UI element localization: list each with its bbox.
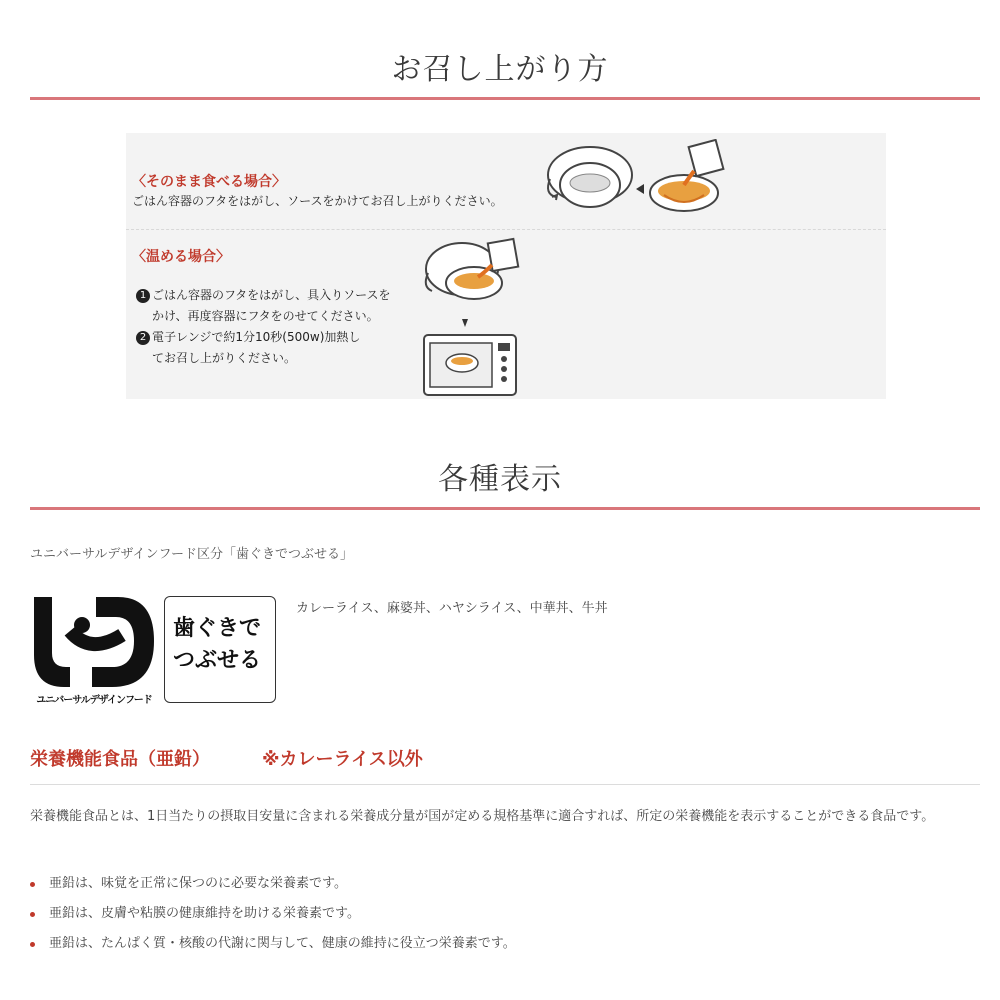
- step-2-number: 2: [136, 331, 150, 345]
- step-1-line-1: 1 ごはん容器のフタをはがし、具入りソースを: [136, 285, 391, 306]
- instructions-panel: [126, 133, 886, 399]
- microwave-icon: [424, 335, 516, 395]
- list-item: 亜鉛は、味覚を正常に保つのに必要な栄養素です。: [30, 869, 516, 899]
- step-1-number: 1: [136, 289, 150, 303]
- bullet-dot-icon: [30, 942, 35, 947]
- sauce-pour-icon: [650, 140, 723, 211]
- section-title-how-to-eat: お召し上がり方: [391, 52, 609, 87]
- zinc-benefits-list: [30, 869, 516, 959]
- ud-logo-icon: [30, 595, 158, 691]
- list-item: 亜鉛は、たんぱく質・核酸の代謝に関与して、健康の維持に役立つ栄養素です。: [30, 929, 516, 959]
- thin-divider: [30, 784, 980, 785]
- nutrition-function-title: 栄養機能食品（亜鉛）: [30, 749, 210, 770]
- ud-badge-line-1: 歯ぐきで: [173, 616, 262, 641]
- section-divider: [30, 97, 980, 100]
- nutrition-description: 栄養機能食品とは、1日当たりの摂取目安量に含まれる栄養成分量が国が定める規格基準に適合すれば、所定の栄養機能を表示することができる食品です。: [30, 809, 935, 824]
- bowl-with-sauce-icon: [426, 239, 518, 299]
- nutrition-exclusion-note: ※カレーライス以外: [262, 749, 423, 770]
- section-divider: [30, 507, 980, 510]
- arrow-down-icon: [462, 319, 468, 327]
- panel-divider: [126, 229, 886, 230]
- bullet-dot-icon: [30, 912, 35, 917]
- bullet-dot-icon: [30, 882, 35, 887]
- ud-badge-line-2: つぶせる: [173, 648, 262, 673]
- case-warm-heading: 〈温める場合〉: [132, 249, 230, 265]
- step-1-line-2: かけ、再度容器にフタをのせてください。: [152, 309, 379, 323]
- arrow-right-icon: [636, 184, 644, 194]
- ud-category-text: ユニバーサルデザインフード区分「歯ぐきでつぶせる」: [30, 547, 354, 562]
- rice-bowl-lid-icon: [548, 147, 632, 207]
- list-item: 亜鉛は、皮膚や粘膜の健康維持を助ける栄養素です。: [30, 899, 516, 929]
- universal-design-food-logo: [30, 595, 158, 705]
- ud-product-list: カレーライス、麻婆丼、ハヤシライス、中華丼、牛丼: [296, 601, 608, 616]
- case-as-is-text: ごはん容器のフタをはがし、ソースをかけてお召し上がりください。: [132, 194, 503, 208]
- step-2-line-1: 2 電子レンジで約1分10秒(500w)加熱し: [136, 327, 391, 348]
- section-title-labels: 各種表示: [438, 462, 562, 497]
- ud-logo-caption: ユニバーサルデザインフード: [36, 695, 152, 706]
- case-warm-steps: [136, 285, 391, 369]
- warm-illustration: [420, 235, 530, 399]
- case-as-is-heading: 〈そのまま食べる場合〉: [132, 174, 286, 190]
- ud-category-badge: [164, 596, 276, 703]
- serve-as-is-illustration: [542, 139, 742, 229]
- step-2-line-2: てお召し上がりください。: [152, 351, 297, 365]
